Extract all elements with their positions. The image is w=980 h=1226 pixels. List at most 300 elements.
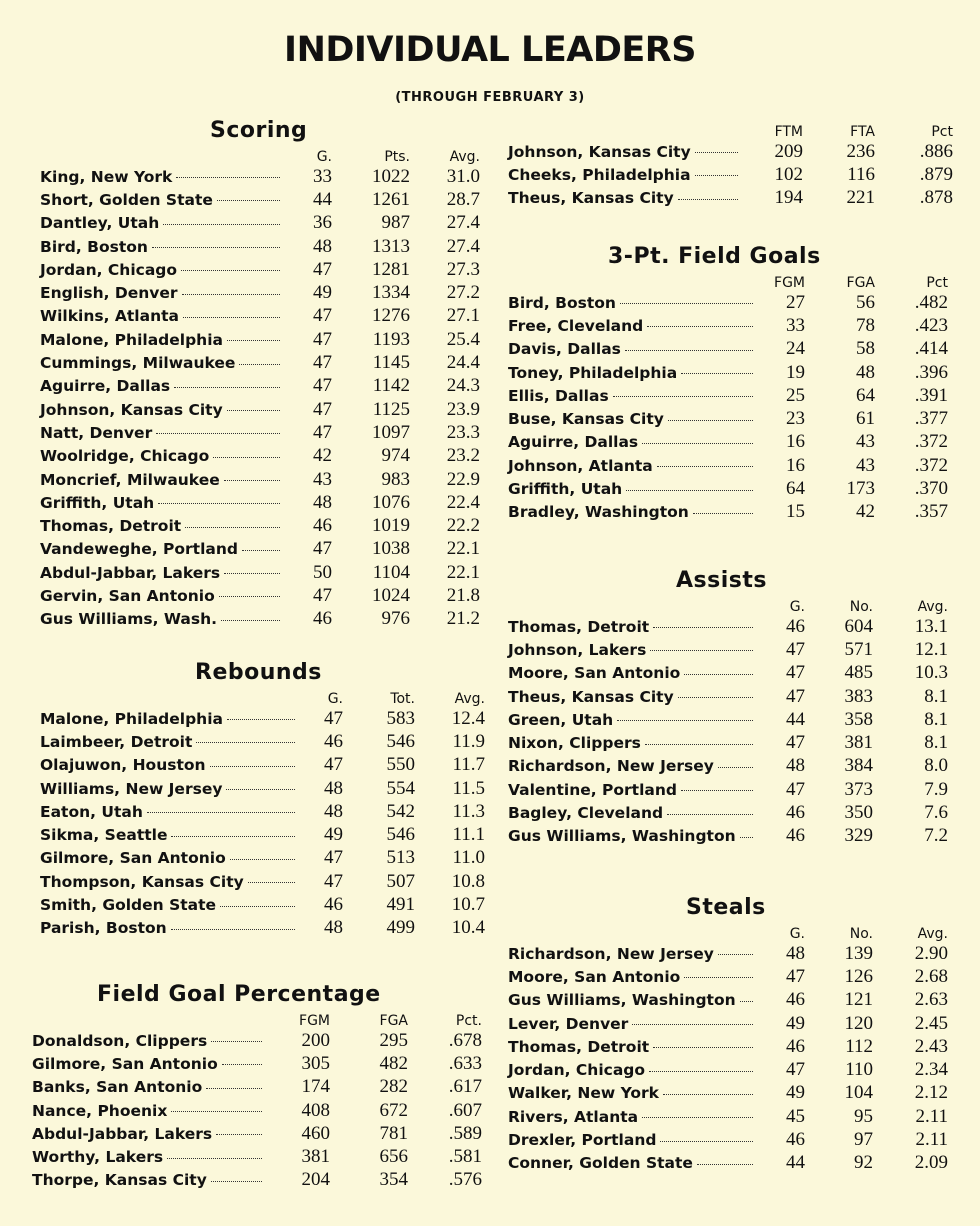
table-row	[508, 140, 953, 163]
player-name: Green, Utah	[508, 710, 614, 729]
stat-value: 48	[324, 917, 343, 939]
player-name: Johnson, Lakers	[508, 640, 647, 659]
stat-value: 8.1	[924, 685, 948, 707]
stat-value: 44	[786, 1152, 805, 1174]
player-name-cell	[508, 1012, 763, 1035]
stat-value: 408	[301, 1099, 330, 1121]
player-name: Griffith, Utah	[40, 493, 155, 512]
stat-value: 126	[844, 965, 873, 987]
table-row	[508, 501, 948, 524]
column-header: Pct.	[455, 1013, 482, 1029]
stat-value: 22.1	[446, 538, 480, 560]
dot-leader	[213, 456, 280, 458]
table-row	[40, 730, 485, 753]
stat-value: 583	[386, 707, 415, 729]
player-name: Natt, Denver	[40, 423, 153, 442]
stat-value: .372	[914, 431, 948, 453]
stat-value: .391	[914, 384, 948, 406]
name-column-header	[40, 143, 290, 165]
player-name-cell	[40, 777, 305, 800]
table-row	[40, 258, 480, 281]
player-name: Bird, Boston	[508, 293, 616, 312]
player-name-cell	[508, 615, 763, 638]
stat-value: .633	[448, 1052, 482, 1074]
stat-value: 47	[313, 328, 332, 350]
stat-value: 47	[786, 638, 805, 660]
stat-value: 46	[786, 825, 805, 847]
player-name-cell	[32, 1076, 272, 1099]
player-name-cell	[40, 445, 290, 468]
player-name-cell	[40, 754, 305, 777]
stat-value: 554	[386, 777, 415, 799]
stat-value: .370	[914, 478, 948, 500]
table-row	[40, 538, 480, 561]
stat-value: 11.3	[452, 800, 485, 822]
stat-value: .576	[448, 1169, 482, 1191]
ft-pct-section	[508, 118, 953, 210]
table-row	[40, 847, 485, 870]
stat-value: .372	[914, 454, 948, 476]
stat-value: 21.2	[446, 608, 480, 630]
stat-value: 10.3	[914, 662, 948, 684]
dot-leader	[206, 1087, 262, 1089]
rebounds-section	[40, 660, 485, 940]
player-name: Cheeks, Philadelphia	[508, 165, 691, 184]
column-header: Avg.	[449, 149, 480, 165]
stat-value: 209	[774, 140, 803, 162]
stat-value: 45	[786, 1105, 805, 1127]
table-row	[40, 823, 485, 846]
player-name-cell	[32, 1099, 272, 1122]
stat-value: 354	[379, 1169, 408, 1191]
stat-value: .879	[919, 163, 953, 185]
stat-value: 102	[774, 163, 803, 185]
stat-value: 174	[301, 1076, 330, 1098]
player-name: Worthy, Lakers	[32, 1148, 164, 1167]
table-row	[40, 351, 480, 374]
player-name: Short, Golden State	[40, 190, 213, 209]
dot-leader	[625, 349, 753, 351]
table-row	[508, 1082, 948, 1105]
dot-leader	[171, 928, 295, 930]
section-heading: Field Goal Percentage	[97, 982, 381, 1007]
player-name: Jordan, Chicago	[40, 260, 178, 279]
player-name-cell	[40, 305, 290, 328]
stat-value: 21.8	[446, 584, 480, 606]
stat-value: 28.7	[446, 188, 480, 210]
dot-leader	[647, 325, 753, 327]
stat-value: 36	[313, 212, 332, 234]
name-column-header	[32, 1007, 272, 1029]
stat-value: 1024	[372, 584, 410, 606]
table-row	[40, 421, 480, 444]
stat-value: 64	[856, 384, 875, 406]
stat-value: 24	[786, 338, 805, 360]
player-name: Thomas, Detroit	[508, 1037, 650, 1056]
stat-value: 1261	[372, 188, 410, 210]
stat-value: 58	[856, 338, 875, 360]
stat-value: 1334	[372, 282, 410, 304]
stat-value: 47	[313, 421, 332, 443]
dot-leader	[718, 766, 753, 768]
scoring-section	[40, 118, 480, 631]
player-name-cell	[508, 1152, 763, 1175]
player-name: Free, Cleveland	[508, 316, 644, 335]
player-name-cell	[508, 731, 763, 754]
stat-value: 194	[774, 187, 803, 209]
stat-value: 1097	[372, 421, 410, 443]
dot-leader	[216, 1133, 262, 1135]
player-name: Woolridge, Chicago	[40, 447, 210, 466]
dot-leader	[645, 743, 753, 745]
player-name-cell	[40, 800, 305, 823]
dot-leader	[626, 489, 753, 491]
player-name: Griffith, Utah	[508, 480, 623, 499]
stat-value: 1019	[372, 515, 410, 537]
player-name: Moore, San Antonio	[508, 664, 681, 683]
dot-leader	[693, 512, 753, 514]
player-name-cell	[508, 801, 763, 824]
stat-value: 329	[844, 825, 873, 847]
name-column-header	[508, 920, 763, 942]
player-name: Aguirre, Dallas	[40, 377, 171, 396]
player-name: Wilkins, Atlanta	[40, 307, 179, 326]
player-name-cell	[508, 685, 763, 708]
table-row	[508, 314, 948, 337]
column-header: FGA	[379, 1013, 408, 1029]
stat-value: 47	[786, 965, 805, 987]
table-row	[508, 407, 948, 430]
table-row	[40, 917, 485, 940]
steals-section	[508, 895, 948, 1175]
stat-value: 47	[786, 732, 805, 754]
stat-value: 13.1	[914, 615, 948, 637]
stat-value: 42	[313, 445, 332, 467]
stat-value: 24.4	[446, 352, 480, 374]
table-row	[40, 608, 480, 631]
stat-value: 48	[786, 942, 805, 964]
stat-value: 27.1	[446, 305, 480, 327]
dot-leader	[171, 835, 295, 837]
stat-value: 12.4	[451, 707, 485, 729]
stat-value: 983	[381, 468, 410, 490]
table-row	[508, 731, 948, 754]
stat-value: 350	[844, 802, 873, 824]
stat-value: 23.9	[446, 398, 480, 420]
stat-value: .357	[914, 501, 948, 523]
player-name: Aguirre, Dallas	[508, 433, 639, 452]
stats-table	[40, 143, 480, 631]
player-name-cell	[40, 707, 305, 730]
dot-leader	[678, 198, 738, 200]
dot-leader	[642, 1116, 753, 1118]
table-row	[508, 1152, 948, 1175]
player-name-cell	[508, 638, 763, 661]
dot-leader	[227, 409, 280, 411]
stat-value: 1313	[372, 235, 410, 257]
stat-value: 47	[324, 847, 343, 869]
stat-value: 92	[854, 1152, 873, 1174]
dot-leader	[653, 1046, 753, 1048]
column-header: No.	[849, 599, 873, 615]
table-row	[40, 305, 480, 328]
dot-leader	[649, 1070, 753, 1072]
stat-value: 546	[386, 730, 415, 752]
player-name: Eaton, Utah	[40, 802, 143, 821]
dot-leader	[620, 302, 753, 304]
stat-value: 47	[324, 707, 343, 729]
dot-leader	[176, 176, 280, 178]
table-row	[40, 212, 480, 235]
table-row	[508, 384, 948, 407]
dot-leader	[171, 1110, 262, 1112]
player-name: Nixon, Clippers	[508, 734, 641, 753]
dot-leader	[632, 1023, 753, 1025]
table-row	[508, 361, 948, 384]
player-name: Gilmore, San Antonio	[32, 1054, 218, 1073]
stat-value: 43	[856, 431, 875, 453]
stat-value: 546	[386, 824, 415, 846]
column-header: FGM	[299, 1013, 330, 1029]
dot-leader	[695, 174, 738, 176]
column-header: FGA	[846, 275, 875, 291]
stat-value: 27.4	[446, 212, 480, 234]
stat-value: 7.2	[924, 825, 948, 847]
player-name: Thomas, Detroit	[40, 517, 182, 536]
stat-value: .414	[914, 338, 948, 360]
table-row	[508, 778, 948, 801]
player-name: Buse, Kansas City	[508, 410, 664, 429]
player-name: Vandeweghe, Portland	[40, 540, 238, 559]
player-name: Johnson, Kansas City	[40, 400, 223, 419]
dot-leader	[242, 549, 280, 551]
table-row	[32, 1099, 482, 1122]
table-row	[40, 707, 485, 730]
player-name: Toney, Philadelphia	[508, 363, 678, 382]
stat-value: 24.3	[446, 375, 480, 397]
stat-value: 976	[381, 608, 410, 630]
dot-leader	[239, 363, 280, 365]
stat-value: 43	[313, 468, 332, 490]
player-name-cell	[32, 1052, 272, 1075]
table-row	[40, 561, 480, 584]
stat-value: 507	[386, 870, 415, 892]
dot-leader	[211, 1180, 262, 1182]
column-header: FTM	[774, 124, 803, 140]
stat-value: 46	[786, 1129, 805, 1151]
player-name-cell	[40, 561, 290, 584]
player-name: Abdul-Jabbar, Lakers	[40, 563, 221, 582]
player-name: Bagley, Cleveland	[508, 804, 664, 823]
table-row	[508, 187, 953, 210]
stat-value: 22.9	[446, 468, 480, 490]
stat-value: 49	[313, 282, 332, 304]
table-row	[508, 801, 948, 824]
player-name-cell	[508, 407, 763, 430]
stat-value: 46	[786, 802, 805, 824]
player-name: Jordan, Chicago	[508, 1061, 646, 1080]
player-name: Drexler, Portland	[508, 1131, 657, 1150]
stat-value: 542	[386, 800, 415, 822]
stat-value: 48	[324, 777, 343, 799]
dot-leader	[230, 858, 295, 860]
dot-leader	[227, 718, 295, 720]
player-name: Abdul-Jabbar, Lakers	[32, 1124, 213, 1143]
stat-value: 47	[313, 375, 332, 397]
dot-leader	[642, 442, 753, 444]
table-row	[40, 754, 485, 777]
table-row	[508, 615, 948, 638]
name-column-header	[508, 118, 748, 140]
stat-value: 46	[324, 894, 343, 916]
stat-value: 16	[786, 454, 805, 476]
player-name: English, Denver	[40, 284, 178, 303]
stat-value: 47	[786, 1059, 805, 1081]
stat-value: 499	[386, 917, 415, 939]
player-name-cell	[508, 942, 763, 965]
player-name: Rivers, Atlanta	[508, 1107, 639, 1126]
table-row	[40, 893, 485, 916]
dot-leader	[147, 811, 295, 813]
stat-value: 19	[786, 361, 805, 383]
player-name: Parish, Boston	[40, 919, 167, 938]
player-name-cell	[508, 662, 763, 685]
stats-table	[32, 1007, 482, 1192]
table-row	[508, 685, 948, 708]
table-row	[508, 1058, 948, 1081]
stat-value: 46	[786, 1035, 805, 1057]
stat-value: .589	[448, 1122, 482, 1144]
stat-value: 47	[313, 538, 332, 560]
player-name-cell	[40, 823, 305, 846]
column-header-row	[40, 685, 485, 707]
player-name-cell	[40, 188, 290, 211]
column-header-row	[40, 143, 480, 165]
player-name-cell	[508, 431, 763, 454]
stat-value: 2.34	[914, 1059, 948, 1081]
player-name: Walker, New York	[508, 1084, 659, 1103]
player-name-cell	[508, 708, 763, 731]
stat-value: 2.68	[914, 965, 948, 987]
stat-value: .886	[919, 140, 953, 162]
stat-value: 373	[844, 778, 873, 800]
column-header-row	[508, 269, 948, 291]
stat-value: 47	[786, 685, 805, 707]
name-column-header	[40, 685, 305, 707]
player-name-cell	[508, 338, 763, 361]
player-name-cell	[508, 755, 763, 778]
page-subtitle: (THROUGH FEBRUARY 3)	[395, 90, 585, 105]
dot-leader	[219, 595, 280, 597]
table-row	[40, 468, 480, 491]
dot-leader	[684, 976, 753, 978]
player-name-cell	[40, 538, 290, 561]
stats-table	[508, 593, 948, 848]
stat-value: 11.1	[452, 824, 485, 846]
table-row	[508, 163, 953, 186]
player-name: Thompson, Kansas City	[40, 872, 244, 891]
stat-value: 48	[313, 235, 332, 257]
stat-value: 23.3	[446, 421, 480, 443]
stat-value: 46	[786, 989, 805, 1011]
column-header: Pct	[926, 275, 948, 291]
dot-leader	[740, 1000, 753, 1002]
stat-value: 513	[386, 847, 415, 869]
dot-leader	[226, 788, 295, 790]
name-column-header	[508, 269, 763, 291]
player-name: Williams, New Jersey	[40, 779, 223, 798]
stat-value: 358	[844, 708, 873, 730]
stat-value: .423	[914, 314, 948, 336]
player-name-cell	[40, 235, 290, 258]
dot-leader	[174, 386, 280, 388]
stat-value: .678	[448, 1029, 482, 1051]
stat-value: .377	[914, 408, 948, 430]
table-row	[40, 375, 480, 398]
dot-leader	[657, 465, 753, 467]
player-name-cell	[508, 1082, 763, 1105]
table-row	[508, 338, 948, 361]
player-name: Cummings, Milwaukee	[40, 354, 236, 373]
table-row	[32, 1052, 482, 1075]
stat-value: 22.4	[446, 491, 480, 513]
player-name: Valentine, Portland	[508, 780, 677, 799]
stat-value: 200	[301, 1029, 330, 1051]
table-row	[40, 328, 480, 351]
table-row	[40, 445, 480, 468]
stat-value: 110	[845, 1059, 873, 1081]
stat-value: 2.90	[914, 942, 948, 964]
stat-value: 604	[844, 615, 873, 637]
stat-value: 282	[379, 1076, 408, 1098]
table-row	[508, 1012, 948, 1035]
player-name-cell	[32, 1145, 272, 1168]
player-name: Nance, Phoenix	[32, 1101, 168, 1120]
stat-value: 10.4	[451, 917, 485, 939]
stat-value: 11.9	[452, 730, 485, 752]
stat-value: 25	[786, 384, 805, 406]
three-pt-section	[508, 244, 948, 524]
stat-value: 47	[313, 398, 332, 420]
stat-value: 47	[786, 662, 805, 684]
stat-value: 381	[301, 1146, 330, 1168]
table-row	[40, 514, 480, 537]
table-row	[40, 777, 485, 800]
stat-value: .581	[448, 1146, 482, 1168]
dot-leader	[681, 372, 753, 374]
dot-leader	[248, 881, 295, 883]
table-row	[508, 1105, 948, 1128]
dot-leader	[695, 151, 738, 153]
dot-leader	[224, 572, 280, 574]
column-header: Avg.	[454, 691, 485, 707]
dot-leader	[217, 199, 280, 201]
stat-value: 15	[786, 501, 805, 523]
player-name-cell	[508, 825, 763, 848]
dot-leader	[227, 339, 280, 341]
dot-leader	[660, 1140, 753, 1142]
stat-value: .617	[448, 1076, 482, 1098]
stat-value: 48	[313, 491, 332, 513]
dot-leader	[185, 526, 280, 528]
player-name-cell	[508, 291, 763, 314]
stat-value: 550	[386, 754, 415, 776]
column-header: Pct	[931, 124, 953, 140]
stat-value: 295	[379, 1029, 408, 1051]
name-column-header	[508, 593, 763, 615]
player-name: Lever, Denver	[508, 1014, 629, 1033]
dot-leader	[182, 293, 280, 295]
